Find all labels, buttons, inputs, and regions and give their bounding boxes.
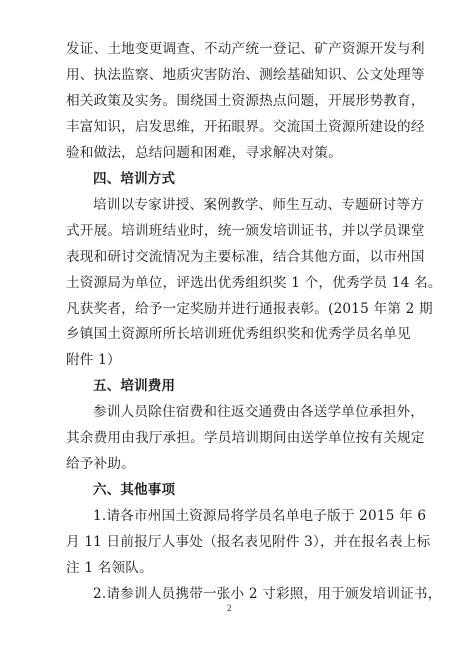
body-line: 2.请参训人员携带一张小 2 寸彩照，用于颁发培训证书， xyxy=(93,586,442,602)
body-line: 月 11 日前报厅人事处（报名表见附件 3），并在报名表上标 xyxy=(66,534,431,550)
body-line: 1.请各市州国土资源局将学员名单电子版于 2015 年 6 xyxy=(93,508,427,524)
body-line: 附件 1） xyxy=(66,352,121,368)
body-line: 注 1 名领队。 xyxy=(66,560,153,576)
body-line: 用、执法监察、地质灾害防治、测绘基础知识、公文处理等 xyxy=(66,67,425,83)
body-line: 培训以专家讲授、案例教学、师生互动、专题研讨等方 xyxy=(93,197,425,213)
body-line: 参训人员除住宿费和往返交通费由各送学单位承担外， xyxy=(93,404,425,420)
section-heading-training-fees: 五、培训费用 xyxy=(93,378,176,394)
body-line: 发证、土地变更调查、不动产统一登记、矿产资源开发与利 xyxy=(66,41,425,57)
body-line: 式开展。培训班结业时，统一颁发培训证书，并以学员课堂 xyxy=(66,223,425,239)
section-heading-training-method: 四、培训方式 xyxy=(93,171,176,187)
page-number: 2 xyxy=(227,603,232,613)
body-line: 验和做法，总结问题和困难，寻求解决对策。 xyxy=(66,145,342,161)
body-line: 给予补助。 xyxy=(66,456,135,472)
section-heading-other-matters: 六、其他事项 xyxy=(93,482,176,498)
body-line: 凡获奖者，给予一定奖励并进行通报表彰。(2015 年第 2 期 xyxy=(66,301,433,317)
body-line: 表现和研讨交流情况为主要标准，结合其他方面，以市州国 xyxy=(66,249,425,265)
body-line: 乡镇国土资源所所长培训班优秀组织奖和优秀学员名单见 xyxy=(66,326,411,342)
body-line: 丰富知识，启发思维，开拓眼界。交流国土资源所建设的经 xyxy=(66,119,425,135)
body-line: 其余费用由我厅承担。学员培训期间由送学单位按有关规定 xyxy=(66,430,425,446)
body-line: 土资源局为单位，评选出优秀组织奖 1 个，优秀学员 14 名。 xyxy=(66,275,442,291)
body-line: 相关政策及实务。围绕国土资源热点问题，开展形势教育， xyxy=(66,93,425,109)
